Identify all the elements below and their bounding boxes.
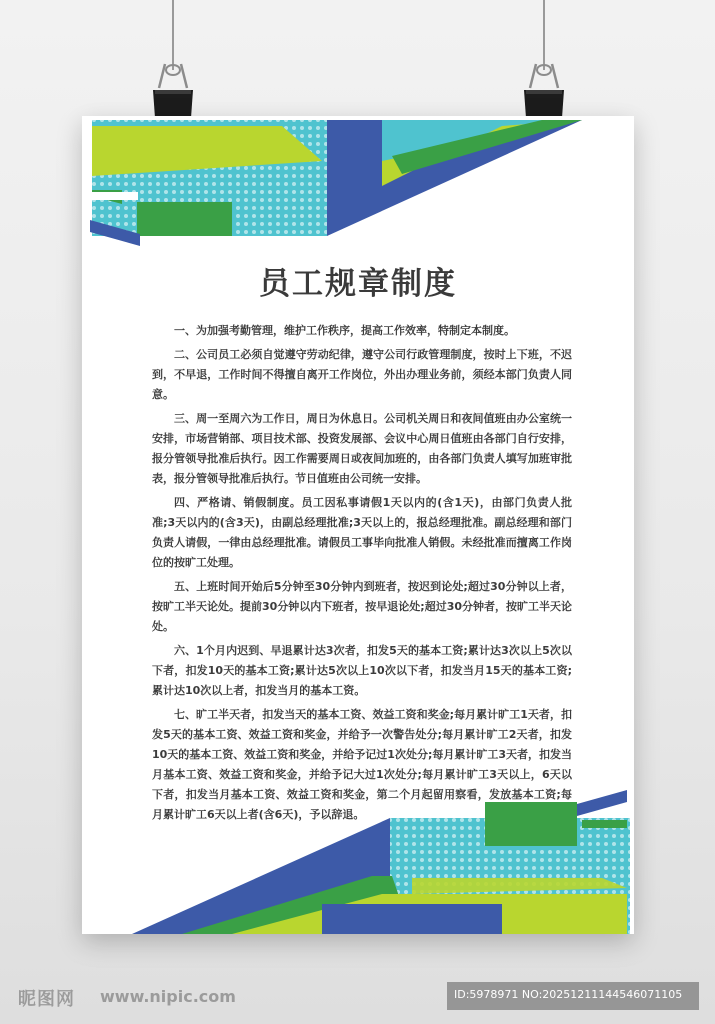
- regulation-paragraph-7: 七、旷工半天者，扣发当天的基本工资、效益工资和奖金;每月累计旷工1天者，扣发5天的基本工资、效益工资和奖金，并给予一次警告处分;每月累计旷工2天者，扣发10天的基本工资、效益工资和奖金，并给予记过1次处分;每月累计旷工3天者，扣发当月基本工资、效益工资和奖金，并给予记大过1次处分;每月累计旷工3天以上，6天以下者，扣发当月基本工资、效益工资和奖金，第二个月起留用察看，发放基本工资;每月累计旷工6天以上者(含6天)，予以辞退。: [152, 708, 573, 821]
- page-title: 员工规章制度: [259, 266, 457, 302]
- top-geometric-decoration: [82, 116, 634, 256]
- poster-sheet: [82, 116, 634, 934]
- regulation-paragraph-3: 三、周一至周六为工作日，周日为休息日。公司机关周日和夜间值班由办公室统一安排，市场营销部、项目技术部、投资发展部、会议中心周日值班由各部门自行安排，报分管领导批准后执行。因工作需要周日或夜间加班的，由各部门负责人填写加班审批表，报分管领导批准后执行。节日值班由公司统一安排。: [152, 412, 572, 485]
- binder-clip-right-icon: [522, 62, 566, 120]
- binder-clip-left-icon: [151, 62, 195, 120]
- regulation-paragraph-4: 四、严格请、销假制度。员工因私事请假1天以内的(含1天)，由部门负责人批准;3天以内的(含3天)，由副总经理批准;3天以上的，报总经理批准。副总经理和部门负责人请假，一律由总经理批准。请假员工事毕向批准人销假。未经批准而擅离工作岗位的按旷工处理。: [152, 496, 572, 569]
- regulation-paragraph-5: 五、上班时间开始后5分钟至30分钟内到班者，按迟到论处;超过30分钟以上者，按旷工半天论处。提前30分钟以内下班者，按早退论处;超过30分钟者，按旷工半天论处。: [152, 580, 573, 633]
- nipic-site-url: www.nipic.com: [100, 987, 236, 1006]
- regulation-paragraph-6: 六、1个月内迟到、早退累计达3次者，扣发5天的基本工资;累计达3次以上5次以下者，扣发10天的基本工资;累计达5次以上10次以下者，扣发当月15天的基本工资;累计达10次以上者，扣发当月的基本工资。: [152, 644, 572, 697]
- bottom-geometric-decoration: [82, 784, 634, 934]
- hanging-wire-left: [172, 0, 174, 70]
- regulation-paragraph-1: 一、为加强考勤管理，维护工作秩序，提高工作效率，特制定本制度。: [174, 324, 515, 337]
- nipic-logo: 昵图网: [18, 989, 75, 1010]
- regulations-body: [152, 321, 572, 829]
- regulation-paragraph-2: 二、公司员工必须自觉遵守劳动纪律，遵守公司行政管理制度，按时上下班，不迟到，不早退，工作时间不得擅自离开工作岗位，外出办理业务前，须经本部门负责人同意。: [152, 348, 572, 401]
- hanging-wire-right: [543, 0, 545, 70]
- image-id-text: ID:5978971 NO:20251211144546071105: [454, 988, 683, 1001]
